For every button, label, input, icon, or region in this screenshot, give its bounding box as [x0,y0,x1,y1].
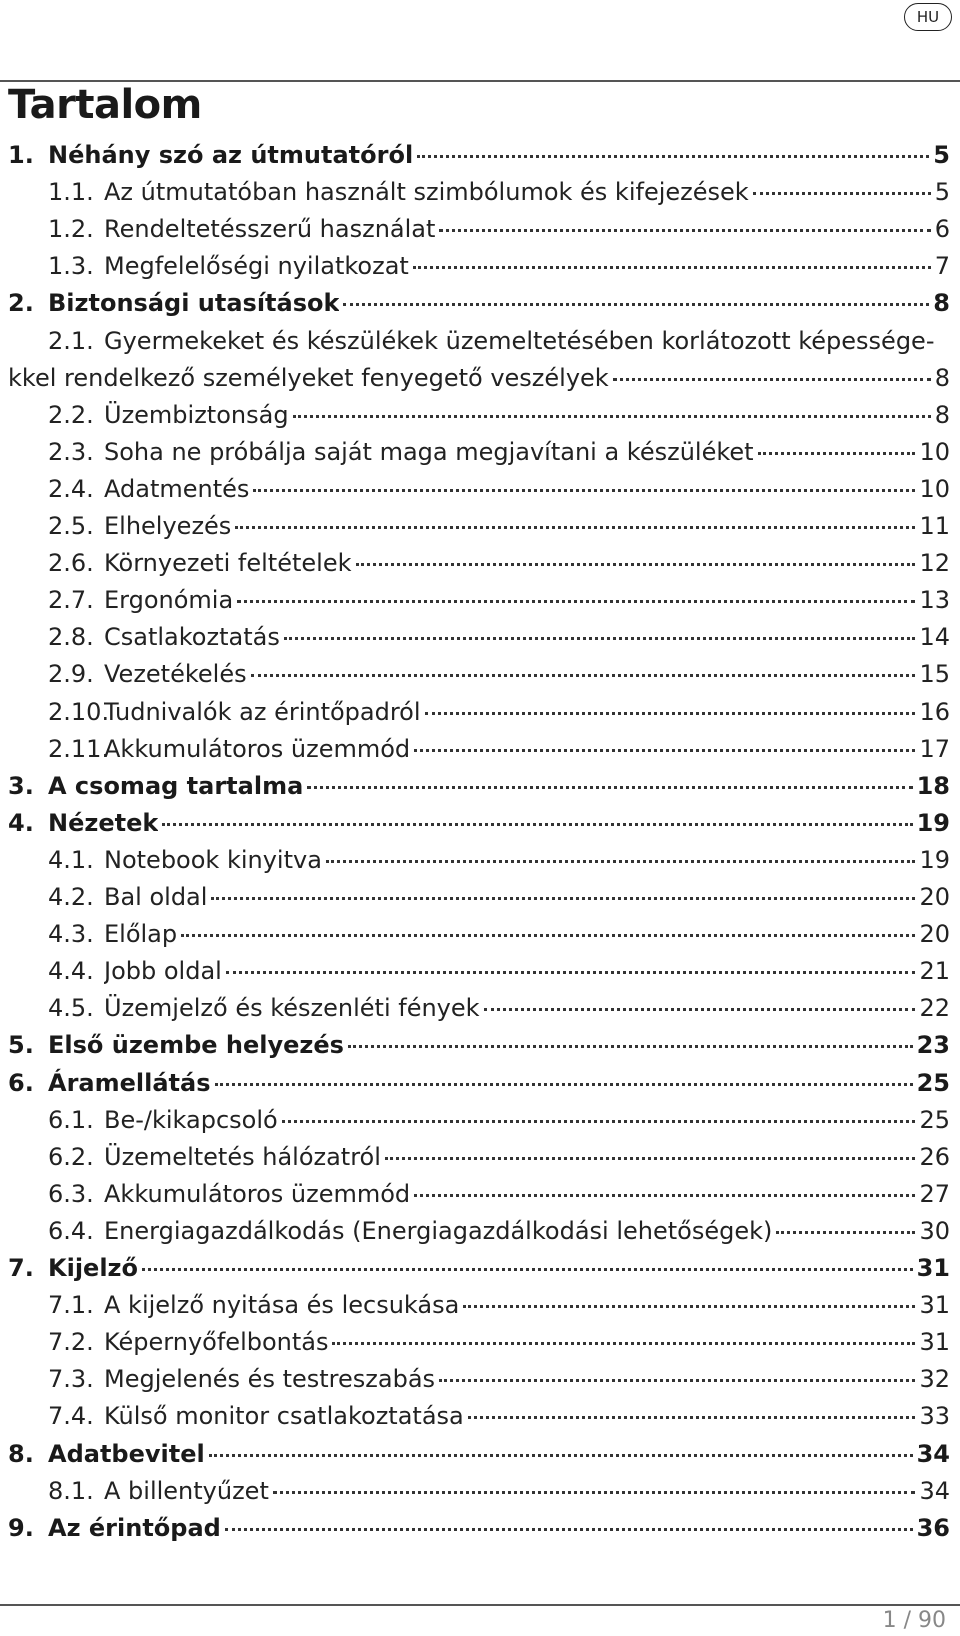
toc-entry-number: 4.4. [48,957,94,986]
toc-leader-dots [356,563,916,566]
toc-entry-title: Környezeti feltételek [104,549,352,578]
toc-entry-number: 6.3. [48,1179,94,1208]
toc-entry-number: 1.2. [48,215,94,244]
footer-divider [0,1604,960,1606]
toc-entry[interactable] [8,548,950,578]
toc-entry-number: 9. [8,1513,34,1542]
toc-leader-dots [215,1083,913,1086]
toc-leader-dots [758,452,916,455]
toc-entry-number: 3. [8,771,34,800]
toc-entry-page: 25 [919,1105,950,1134]
toc-entry-page: 32 [919,1365,950,1394]
toc-leader-dots [273,1491,916,1494]
toc-entry[interactable] [8,1476,950,1506]
toc-entry-number: 7.4. [48,1402,94,1431]
toc-leader-dots [484,1008,916,1011]
toc-entry-number: 2.8. [48,623,94,652]
toc-entry-page: 15 [919,660,950,689]
toc-entry-title: A kijelző nyitása és lecsukása [104,1291,460,1320]
page-title: Tartalom [8,82,202,128]
toc-entry[interactable] [8,1179,950,1209]
toc-entry-page: 25 [916,1068,950,1097]
toc-entry-page: 13 [919,586,950,615]
toc-entry-number: 2.4. [48,474,94,503]
toc-entry-title: Soha ne próbálja saját maga megjavítani a készüléket [104,437,754,466]
toc-leader-dots [343,303,929,306]
toc-entry-title: Az érintőpad [48,1513,221,1542]
toc-entry[interactable] [8,659,950,689]
toc-entry-number: 2. [8,289,34,318]
toc-leader-dots [613,378,931,381]
toc-entry[interactable] [8,956,950,986]
toc-entry-title: Nézetek [48,808,159,837]
toc-entry-page: 14 [919,623,950,652]
toc-leader-dots [348,1045,913,1048]
toc-entry[interactable] [8,1513,950,1543]
toc-leader-dots [468,1416,916,1419]
toc-entry[interactable] [8,400,950,430]
toc-entry-number: 2.6. [48,549,94,578]
toc-entry-page: 33 [919,1402,950,1431]
toc-entry[interactable] [8,177,950,207]
toc-entry-title: A billentyűzet [104,1476,269,1505]
toc-leader-dots [463,1305,915,1308]
toc-entry-page: 8 [934,363,950,392]
toc-entry[interactable] [8,1142,950,1172]
toc-entry[interactable] [8,1439,950,1469]
toc-entry-page: 10 [919,437,950,466]
toc-leader-dots [293,415,931,418]
toc-leader-dots [439,229,930,232]
toc-entry-page: 34 [919,1476,950,1505]
toc-entry-title: Megjelenés és testreszabás [104,1365,436,1394]
toc-entry-page: 19 [919,845,950,874]
toc-entry-page: 36 [916,1513,950,1542]
toc-leader-dots [142,1268,913,1271]
toc-leader-dots [282,1120,916,1123]
toc-entry-title: Be-/kikapcsoló [104,1105,278,1134]
toc-entry[interactable] [8,1216,950,1246]
toc-entry-number: 4.2. [48,883,94,911]
toc-entry-title: Első üzembe helyezés [48,1031,344,1060]
toc-entry-number: 1.1. [48,178,94,207]
toc-entry[interactable] [8,622,950,652]
toc-entry-title: Gyermekeket és készülékek üzemeltetésében korlátozott képessége- [104,326,935,355]
toc-entry-page: 30 [919,1216,950,1245]
toc-entry-title: Ergonómia [104,586,234,615]
toc-entry[interactable] [8,437,950,467]
toc-entry-page: 31 [919,1328,950,1357]
toc-entry-number: 2.2. [48,400,94,429]
toc-entry-title: Elhelyezés [104,512,232,540]
toc-leader-dots [417,155,929,158]
toc-leader-dots [439,1379,915,1382]
toc-entry-page: 34 [916,1439,950,1468]
toc-entry[interactable] [8,882,950,912]
toc-leader-dots [385,1157,916,1160]
toc-entry-number: 8.1. [48,1476,94,1505]
toc-entry-title: Áramellátás [48,1068,211,1097]
toc-leader-dots [162,823,912,826]
toc-leader-dots [181,934,915,937]
toc-entry[interactable] [8,1253,950,1283]
toc-entry-title: Bal oldal [104,883,208,911]
toc-leader-dots [253,489,915,492]
page-number: 1 / 90 [882,1608,946,1633]
toc-entry-title: Képernyőfelbontás [104,1328,329,1357]
toc-entry-title: Kijelző [48,1254,139,1282]
toc-entry-title: A csomag tartalma [48,771,304,800]
toc-leader-dots [284,637,916,640]
toc-entry-title-continuation: kkel rendelkező személyeket fenyegető veszélyek [8,363,609,392]
toc-entry-number: 2.9. [48,660,94,689]
toc-entry-title: Megfelelőségi nyilatkozat [104,252,409,281]
toc-leader-dots [413,266,931,269]
toc-entry-page: 16 [919,697,950,726]
toc-entry-number: 5. [8,1031,34,1060]
toc-entry-number: 2.1. [48,326,94,355]
toc-entry-title: Üzemjelző és készenléti fények [104,994,480,1023]
toc-entry-number: 8. [8,1439,34,1468]
toc-entry-page: 20 [919,920,950,949]
toc-entry[interactable] [8,993,950,1023]
toc-entry-page: 8 [933,289,950,318]
toc-entry-title: Üzemeltetés hálózatról [104,1142,381,1171]
toc-leader-dots [414,1194,915,1197]
toc-entry-page: 20 [919,883,950,911]
toc-entry[interactable] [8,771,950,801]
toc-leader-dots [226,971,916,974]
toc-entry-title: Üzembiztonság [104,400,289,429]
toc-entry[interactable] [8,326,950,356]
toc-leader-dots [225,1528,913,1531]
toc-entry[interactable] [8,140,950,170]
toc-entry-number: 2.3. [48,437,94,466]
toc-leader-dots [414,749,915,752]
toc-entry-title: Tudnivalók az érintőpadról [104,697,421,726]
toc-entry-continuation[interactable] [8,363,950,393]
toc-entry-number: 7.3. [48,1365,94,1394]
toc-entry[interactable] [8,511,950,541]
toc-leader-dots [326,860,916,863]
toc-entry-title: Adatmentés [104,474,250,503]
toc-entry-number: 6.2. [48,1142,94,1171]
toc-entry-title: Előlap [104,920,178,949]
toc-leader-dots [251,674,916,677]
toc-entry-page: 5 [933,141,950,169]
toc-entry-page: 19 [916,808,950,837]
toc-entry-title: Rendeltetésszerű használat [104,215,436,244]
toc-leader-dots [237,600,915,603]
toc-entry-page: 31 [919,1291,950,1320]
toc-entry-page: 11 [919,512,950,540]
toc-entry-page: 6 [934,215,950,244]
toc-entry-page: 23 [916,1031,950,1060]
toc-entry-title: Adatbevitel [48,1439,205,1468]
toc-entry-title: Külső monitor csatlakoztatása [104,1402,464,1431]
toc-entry[interactable] [8,1105,950,1135]
toc-leader-dots [753,192,931,195]
toc-entry-title: Energiagazdálkodás (Energiagazdálkodási lehetőségek) [104,1216,773,1245]
toc-entry-number: 7. [8,1254,34,1282]
toc-entry-title: Biztonsági utasítások [48,289,340,318]
toc-entry-title: Az útmutatóban használt szimbólumok és kifejezések [104,178,749,207]
toc-entry[interactable] [8,734,950,764]
toc-entry[interactable] [8,1401,950,1431]
toc-leader-dots [332,1342,915,1345]
toc-entry-page: 22 [919,994,950,1023]
toc-leader-dots [211,897,915,900]
toc-entry-title: Notebook kinyitva [104,845,322,874]
toc-entry-page: 27 [919,1179,950,1208]
toc-entry[interactable] [8,1068,950,1098]
toc-entry-number: 1.3. [48,252,94,281]
toc-entry-title: Jobb oldal [104,957,222,986]
toc-entry[interactable] [8,288,950,318]
toc-entry-page: 31 [916,1254,950,1282]
toc-entry-number: 4.1. [48,845,94,874]
toc-entry-number: 2.7. [48,586,94,615]
toc-entry[interactable] [8,585,950,615]
toc-entry-number: 6.1. [48,1105,94,1134]
toc-entry[interactable] [8,1030,950,1060]
toc-entry-number: 7.2. [48,1328,94,1357]
toc-entry-number: 6. [8,1068,34,1097]
toc-entry[interactable] [8,808,950,838]
toc-entry[interactable] [8,845,950,875]
toc-entry-page: 5 [934,178,950,207]
toc-entry-number: 4.3. [48,920,94,949]
toc-entry-title: Néhány szó az útmutatóról [48,141,414,169]
toc-leader-dots [425,712,916,715]
toc-leader-dots [307,786,912,789]
toc-entry-title: Vezetékelés [104,660,247,689]
toc-entry[interactable] [8,474,950,504]
toc-entry-page: 12 [919,549,950,578]
toc-leader-dots [776,1231,915,1234]
toc-entry-page: 8 [934,400,950,429]
toc-entry-title: Akkumulátoros üzemmód [104,1179,411,1208]
toc-entry-number: 2.11. [48,734,110,763]
toc-entry-page: 10 [919,474,950,503]
toc-entry-page: 21 [919,957,950,986]
toc-entry[interactable] [8,1364,950,1394]
toc-entry[interactable] [8,697,950,727]
toc-entry-number: 4. [8,808,34,837]
toc-entry[interactable] [8,1290,950,1320]
toc-entry[interactable] [8,1327,950,1357]
toc-entry-number: 4.5. [48,994,94,1023]
toc-entry[interactable] [8,214,950,244]
language-badge: HU [904,3,952,31]
toc-entry-number: 2.10. [48,697,110,726]
toc-entry-number: 7.1. [48,1291,94,1320]
toc-entry-page: 7 [934,252,950,281]
toc-entry-page: 17 [919,734,950,763]
toc-entry[interactable] [8,919,950,949]
toc-entry-title: Akkumulátoros üzemmód [104,734,411,763]
toc-entry-number: 1. [8,141,34,169]
toc-entry-title: Csatlakoztatás [104,623,280,652]
toc-leader-dots [209,1454,913,1457]
toc-entry-number: 6.4. [48,1216,94,1245]
toc-leader-dots [235,526,915,529]
toc-entry-page: 18 [916,771,950,800]
toc-entry-number: 2.5. [48,512,94,540]
toc-entry-page: 26 [919,1142,950,1171]
toc-entry[interactable] [8,251,950,281]
